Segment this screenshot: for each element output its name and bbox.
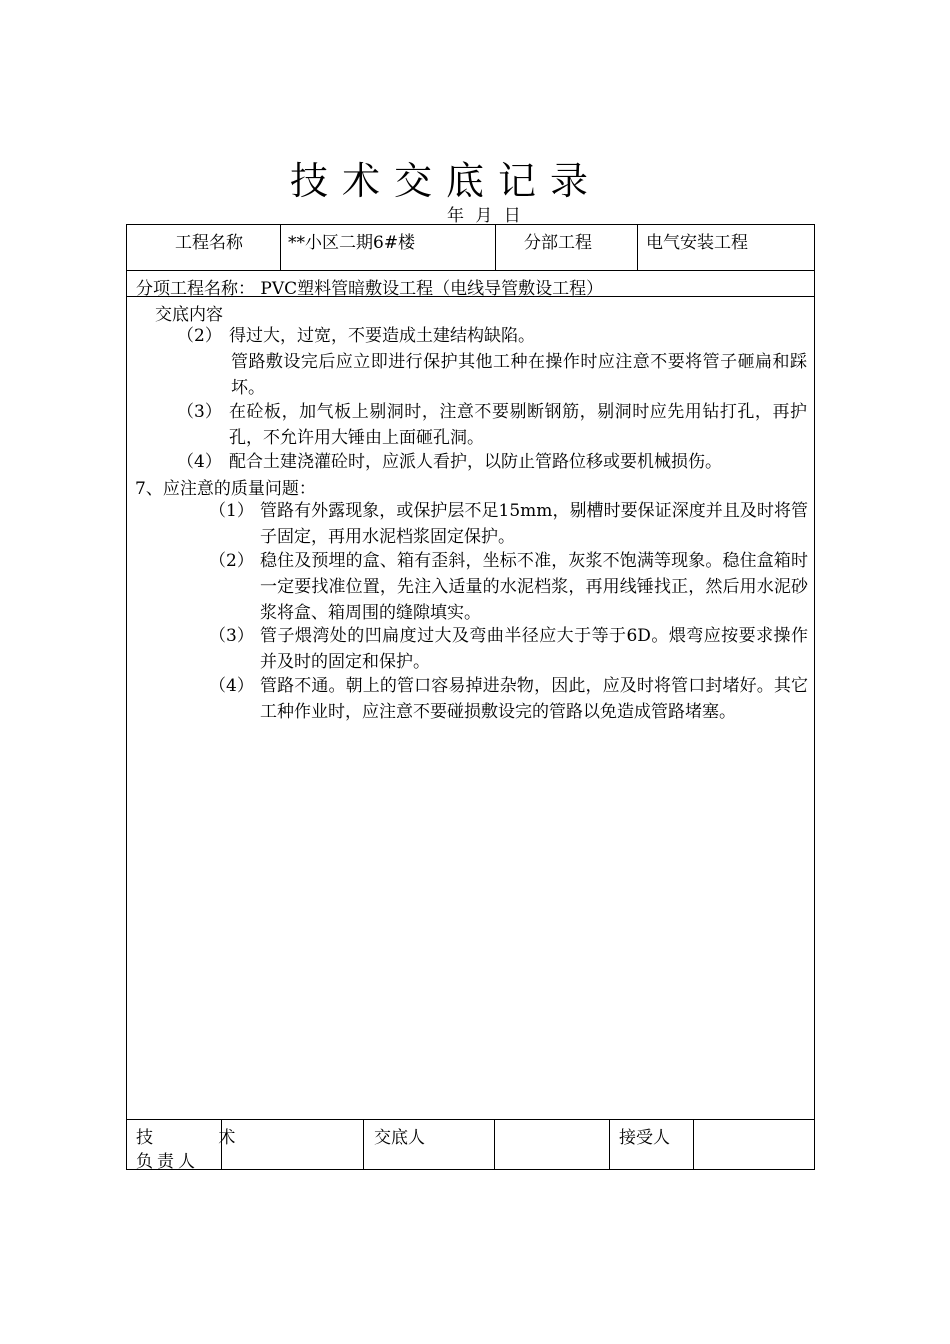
list-item [127, 623, 816, 675]
list-item [127, 673, 816, 751]
list-item [127, 498, 816, 550]
item-text: 配合土建浇灌砼时，应派人看护，以防止管路位移或要机械损伤。 [229, 452, 722, 472]
project-name-value: **小区二期6#楼 [288, 233, 416, 253]
item-number: （1） [209, 501, 254, 521]
item-text: 管路不通。朝上的管口容易掉进杂物，因此，应及时将管口封堵好。其它工种作业时，应注意不要碰损敷设完的管路以免造成管路堵塞。 [260, 676, 808, 722]
row-divider [127, 1119, 814, 1120]
item-number: （3） [177, 402, 222, 422]
item-number: （4） [177, 452, 222, 472]
tech-lead-label: 技 术 [136, 1128, 266, 1148]
col-divider [494, 1119, 495, 1170]
col-divider [609, 1119, 610, 1170]
col-divider [495, 225, 496, 270]
division-value: 电气安装工程 [646, 233, 748, 253]
item-text: 管路有外露现象，或保护层不足15mm，剔槽时要保证深度并且及时将管子固定，再用水泥档浆固定保护。 [260, 501, 808, 547]
list-item [127, 548, 816, 626]
item-number: （2） [209, 551, 254, 571]
item-number: （4） [209, 676, 254, 696]
record-table [126, 224, 815, 1170]
receiver-label: 接受人 [619, 1128, 670, 1148]
col-divider [693, 1119, 694, 1170]
col-divider [637, 225, 638, 270]
item-text: 得过大，过宽，不要造成土建结构缺陷。 [229, 326, 535, 346]
list-item [127, 349, 816, 401]
list-item [127, 449, 816, 475]
document-title: 技术交底记录 [290, 159, 603, 203]
item-text: 管子煨湾处的凹扁度过大及弯曲半径应大于等于6D。煨弯应按要求操作并及时的固定和保护。 [260, 626, 808, 672]
col-divider [280, 225, 281, 270]
item-text: 稳住及预埋的盒、箱有歪斜，坐标不准，灰浆不饱满等现象。稳住盒箱时一定要找准位置，先注入适量的水泥档浆，再用线锤找正，然后用水泥砂浆将盒、箱周围的缝隙填实。 [260, 551, 808, 623]
row-divider [127, 270, 814, 271]
item-number: （2） [177, 326, 222, 346]
item-text: 在砼板，加气板上剔洞时，注意不要剔断钢筋，剔洞时应先用钻打孔，再护孔，不允许用大锤由上面砸孔洞。 [229, 402, 807, 448]
content-heading: 交底内容 [155, 305, 223, 325]
col-divider [363, 1119, 364, 1170]
tech-lead-label: 负责人 [136, 1152, 199, 1172]
project-name-label: 工程名称 [175, 233, 243, 253]
item-number: （3） [209, 626, 254, 646]
subitem-name: 分项工程名称： PVC塑料管暗敷设工程（电线导管敷设工程） [136, 279, 604, 299]
list-item [127, 399, 816, 451]
date-line: 年 月 日 [447, 206, 521, 226]
section-heading: 7、应注意的质量问题： [135, 479, 316, 499]
list-item [127, 323, 816, 349]
item-text: 管路敷设完后应立即进行保护其他工种在操作时应注意不要将管子砸扁和踩坏。 [231, 352, 807, 398]
discloser-label: 交底人 [374, 1128, 425, 1148]
division-label: 分部工程 [524, 233, 592, 253]
